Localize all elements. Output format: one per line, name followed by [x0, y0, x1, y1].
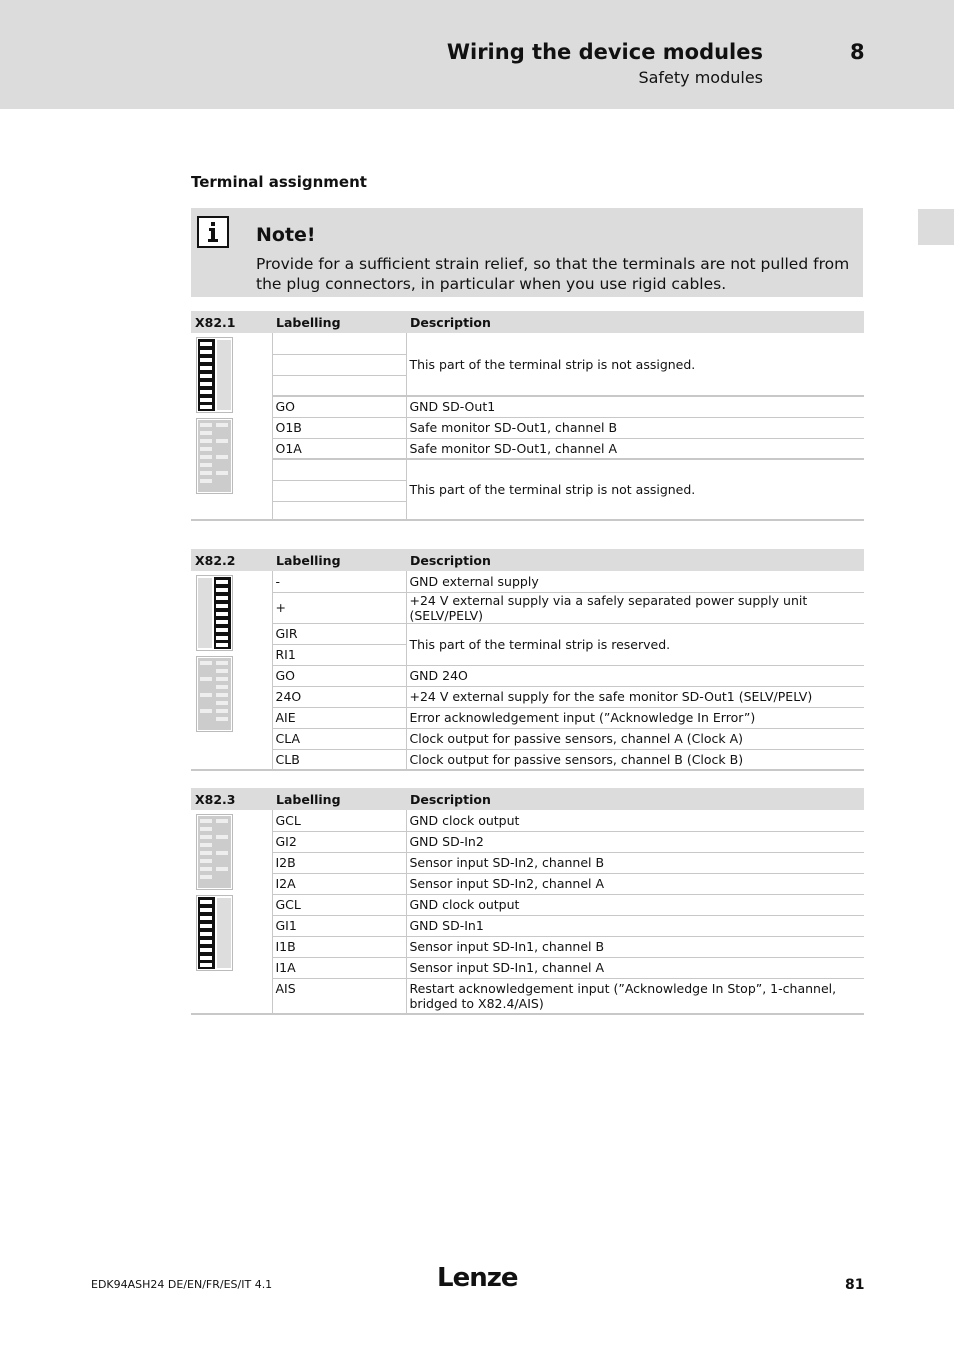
- description-cell: Sensor input SD-In2, channel A: [406, 873, 864, 894]
- description-cell: Safe monitor SD-Out1, channel A: [406, 438, 864, 459]
- description-cell: Safe monitor SD-Out1, channel B: [406, 417, 864, 438]
- table-header-labelling: Labelling: [272, 549, 406, 571]
- description-cell: GND SD-In1: [406, 915, 864, 936]
- description-cell: GND clock output: [406, 810, 864, 831]
- table-header-labelling: Labelling: [272, 788, 406, 810]
- table-header-terminal: X82.3: [191, 788, 272, 810]
- connector-plug-icon: [196, 337, 233, 413]
- description-cell: GND 24O: [406, 665, 864, 686]
- connector-image-cell: [191, 810, 272, 1014]
- label-cell: GCL: [272, 810, 406, 831]
- chapter-number: 8: [850, 40, 865, 64]
- label-cell: GCL: [272, 894, 406, 915]
- label-cell-empty: [272, 501, 406, 520]
- connector-image-cell: [191, 333, 272, 520]
- note-text: Provide for a sufficient strain relief, so that the terminals are not pulled from the plug connectors, in particular when you use rigid cables.: [256, 255, 850, 293]
- description-cell: Sensor input SD-In1, channel A: [406, 957, 864, 978]
- connector-plug-icon: [196, 575, 233, 651]
- description-cell: Restart acknowledgement input (”Acknowledge In Stop”, 1-channel, bridged to X82.4/AIS): [406, 978, 864, 1014]
- note-box: [191, 208, 863, 297]
- note-title: Note!: [256, 224, 316, 246]
- description-cell: Sensor input SD-In1, channel B: [406, 936, 864, 957]
- description-cell: GND external supply: [406, 571, 864, 592]
- label-cell: GI1: [272, 915, 406, 936]
- page-number: 81: [845, 1277, 865, 1293]
- description-cell: GND SD-In2: [406, 831, 864, 852]
- label-cell-empty: [272, 354, 406, 375]
- label-cell: CLA: [272, 728, 406, 749]
- label-cell-empty: [272, 459, 406, 480]
- label-cell: AIS: [272, 978, 406, 1014]
- description-cell: +24 V external supply for the safe monitor SD-Out1 (SELV/PELV): [406, 686, 864, 707]
- description-cell: Error acknowledgement input (”Acknowledge In Error”): [406, 707, 864, 728]
- label-cell: O1B: [272, 417, 406, 438]
- footer-document-id: EDK94ASH24 DE/EN/FR/ES/IT 4.1: [91, 1278, 273, 1291]
- table-header-description: Description: [406, 788, 864, 810]
- label-cell: +: [272, 592, 406, 623]
- description-cell-unassigned: This part of the terminal strip is not assigned.: [406, 459, 864, 520]
- terminal-table-x82-2: [191, 549, 864, 771]
- label-cell: I2A: [272, 873, 406, 894]
- chapter-side-tab: [918, 209, 954, 245]
- label-cell: I1A: [272, 957, 406, 978]
- description-cell: Clock output for passive sensors, channel B (Clock B): [406, 749, 864, 770]
- connector-image-cell: [191, 571, 272, 770]
- lenze-logo: Lenze: [437, 1263, 518, 1293]
- connector-plug-icon: [196, 656, 233, 732]
- label-cell: I1B: [272, 936, 406, 957]
- table-header-description: Description: [406, 311, 864, 333]
- label-cell: RI1: [272, 644, 406, 665]
- table-header-terminal: X82.1: [191, 311, 272, 333]
- label-cell: AIE: [272, 707, 406, 728]
- label-cell: CLB: [272, 749, 406, 770]
- description-cell: Sensor input SD-In2, channel B: [406, 852, 864, 873]
- description-cell: Clock output for passive sensors, channel A (Clock A): [406, 728, 864, 749]
- terminal-table-x82-3: [191, 788, 864, 1015]
- label-cell: GO: [272, 396, 406, 417]
- label-cell-empty: [272, 333, 406, 354]
- chapter-subtitle: Safety modules: [638, 68, 763, 87]
- label-cell: O1A: [272, 438, 406, 459]
- connector-plug-icon: [196, 418, 233, 494]
- connector-plug-icon: [196, 895, 233, 971]
- connector-plug-icon: [196, 814, 233, 890]
- label-cell: GIR: [272, 623, 406, 644]
- description-cell-reserved: This part of the terminal strip is reserved.: [406, 623, 864, 665]
- description-cell: GND clock output: [406, 894, 864, 915]
- chapter-title: Wiring the device modules: [446, 40, 763, 64]
- label-cell-empty: [272, 375, 406, 396]
- table-header-description: Description: [406, 549, 864, 571]
- section-heading: Terminal assignment: [191, 173, 367, 191]
- info-icon: [197, 216, 229, 248]
- description-cell: GND SD-Out1: [406, 396, 864, 417]
- label-cell-empty: [272, 480, 406, 501]
- label-cell: -: [272, 571, 406, 592]
- label-cell: 24O: [272, 686, 406, 707]
- description-cell: +24 V external supply via a safely separated power supply unit (SELV/PELV): [406, 592, 864, 623]
- label-cell: GO: [272, 665, 406, 686]
- table-header-terminal: X82.2: [191, 549, 272, 571]
- terminal-table-x82-1: [191, 311, 864, 521]
- table-header-labelling: Labelling: [272, 311, 406, 333]
- label-cell: GI2: [272, 831, 406, 852]
- label-cell: I2B: [272, 852, 406, 873]
- description-cell-unassigned: This part of the terminal strip is not assigned.: [406, 333, 864, 396]
